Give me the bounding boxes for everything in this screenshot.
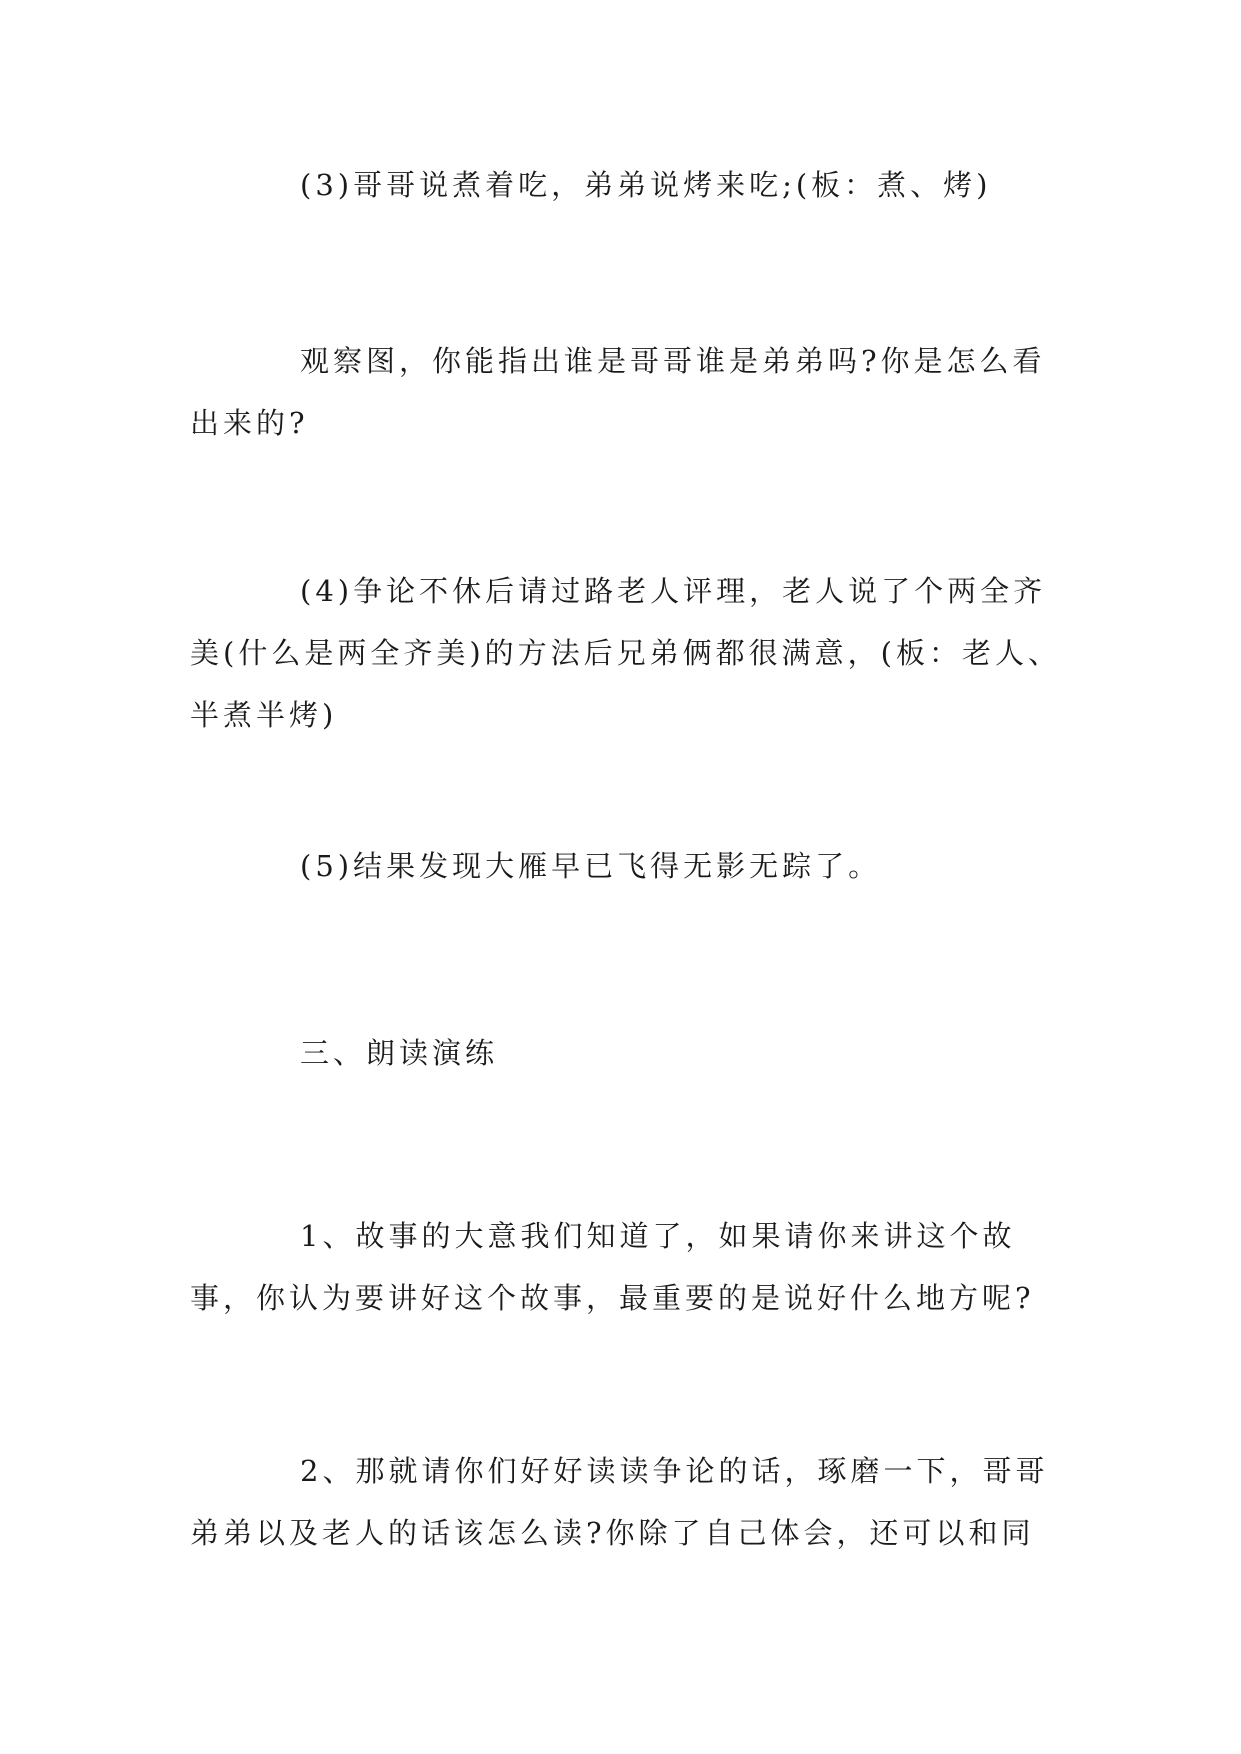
- paragraph-step-4: (4)争论不休后请过路老人评理，老人说了个两全齐美(什么是两全齐美)的方法后兄弟俩都很满意，(板：老人、半煮半烤): [190, 574, 1061, 732]
- section-heading-reading-practice: 三、朗读演练: [300, 1036, 499, 1070]
- paragraph-observe-picture: 观察图，你能指出谁是哥哥谁是弟弟吗?你是怎么看出来的?: [190, 344, 1046, 440]
- paragraph-item-1: 1、故事的大意我们知道了，如果请你来讲这个故事，你认为要讲好这个故事，最重要的是说好什么地方呢?: [190, 1219, 1035, 1315]
- paragraph-step-3: (3)哥哥说煮着吃，弟弟说烤来吃;(板：煮、烤): [300, 168, 992, 202]
- paragraph-item-2: 2、那就请你们好好读读争论的话，琢磨一下，哥哥弟弟以及老人的话该怎么读?你除了自己体会，还可以和同: [190, 1454, 1049, 1550]
- paragraph-step-5: (5)结果发现大雁早已飞得无影无踪了。: [300, 849, 882, 883]
